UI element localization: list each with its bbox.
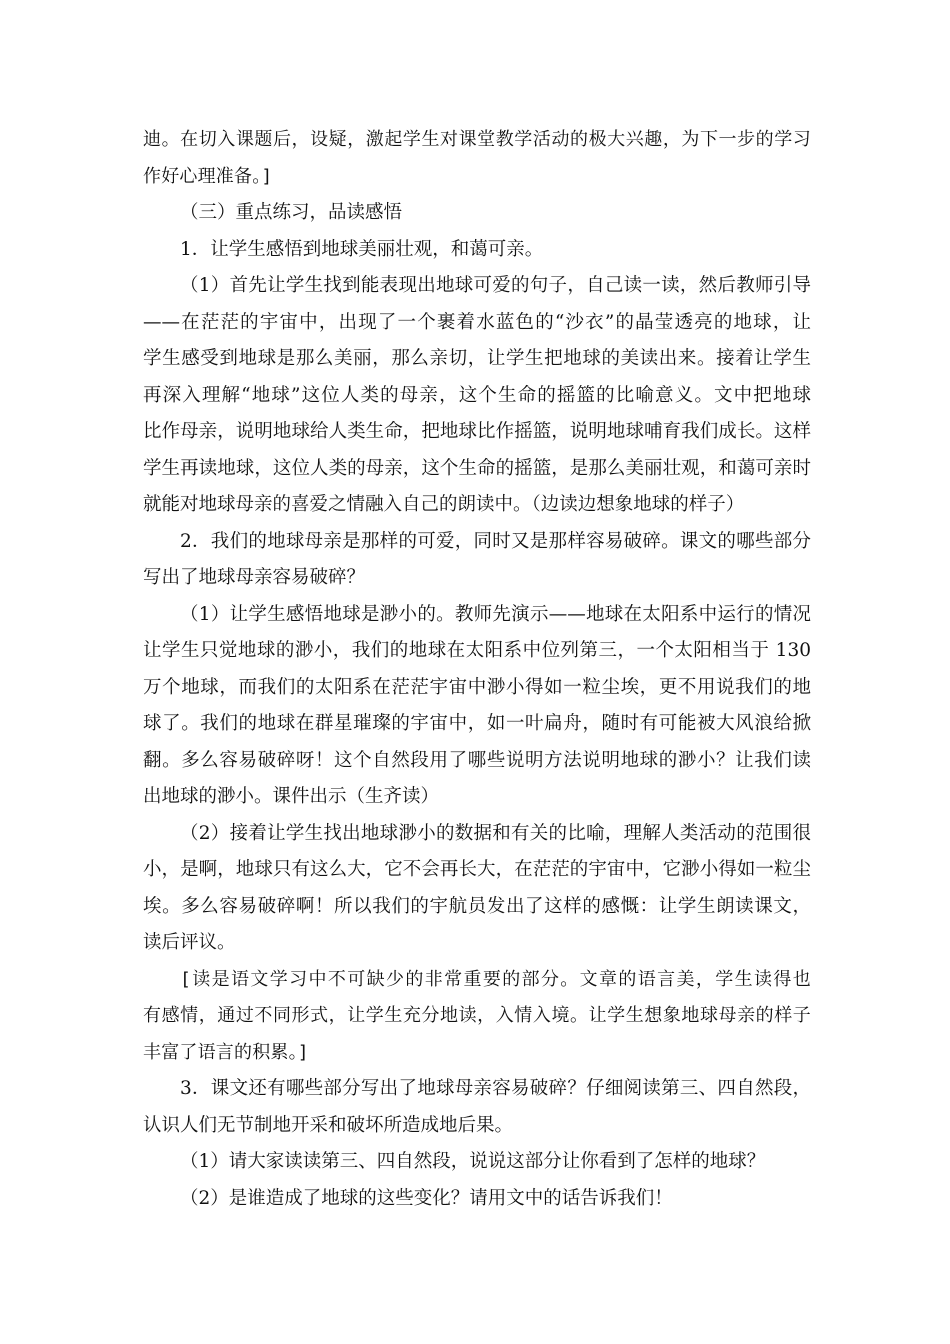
paragraph-line: （1）首先让学生找到能表现出地球可爱的句子，自己读一读，然后教师引导 — [180, 275, 811, 296]
commentary-line: 作好心理准备。] — [143, 165, 273, 187]
paragraph-line: 读后评议。 — [143, 932, 236, 953]
question-line: （1）请大家读读第三、四自然段，说说这部分让你看到了怎样的地球？ — [180, 1151, 766, 1172]
paragraph-line: 球了。我们的地球在群星璀璨的宇宙中，如一叶扁舟，随时有可能被大风浪给掀 — [143, 713, 811, 734]
paragraph-line: 学生感受到地球是那么美丽，那么亲切，让学生把地球的美读出来。接着让学生 — [143, 348, 811, 369]
paragraph-line: 写出了地球母亲容易破碎？ — [143, 567, 366, 588]
question-line: （2）是谁造成了地球的这些变化？请用文中的话告诉我们！ — [180, 1187, 673, 1209]
paragraph-line: ——在茫茫的宇宙中，出现了一个裹着水蓝色的“沙衣”的晶莹透亮的地球，让 — [143, 311, 811, 333]
paragraph-line: 翻。多么容易破碎呀！这个自然段用了哪些说明方法说明地球的渺小？让我们读 — [143, 749, 811, 771]
commentary-line: [读是语文学习中不可缺少的非常重要的部分。文章的语言美，学生读得也 — [180, 968, 811, 990]
paragraph-line: 再深入理解“地球”这位人类的母亲，这个生命的摇篮的比喻意义。文中把地球 — [143, 384, 811, 406]
commentary-line: 丰富了语言的积累。] — [143, 1041, 309, 1063]
document-body — [143, 122, 811, 1217]
paragraph-line: 认识人们无节制地开采和破坏所造成地后果。 — [143, 1114, 514, 1136]
paragraph-line: 小，是啊，地球只有这么大，它不会再长大，在茫茫的宇宙中，它渺小得如一粒尘 — [143, 859, 811, 880]
paragraph-line: （2）接着让学生找出地球渺小的数据和有关的比喻，理解人类活动的范围很 — [180, 822, 811, 844]
paragraph-line: 埃。多么容易破碎啊！所以我们的宇航员发出了这样的感慨：让学生朗读课文， — [143, 895, 811, 917]
numbered-item-heading: 1．让学生感悟到地球美丽壮观，和蔼可亲。 — [180, 238, 544, 260]
commentary-line: 迪。在切入课题后，设疑，激起学生对课堂教学活动的极大兴趣，为下一步的学习 — [143, 129, 811, 150]
section-heading: （三）重点练习，品读感悟 — [180, 202, 403, 223]
paragraph-line: 比作母亲，说明地球给人类生命，把地球比作摇篮，说明地球哺育我们成长。这样 — [143, 421, 811, 442]
paragraph-line: 就能对地球母亲的喜爱之情融入自己的朗读中。（边读边想象地球的样子） — [143, 494, 745, 515]
numbered-item-heading: 3．课文还有哪些部分写出了地球母亲容易破碎？仔细阅读第三、四自然段， — [180, 1078, 811, 1099]
commentary-line: 有感情，通过不同形式，让学生充分地读，入情入境。让学生想象地球母亲的样子 — [143, 1005, 811, 1026]
paragraph-line: （1）让学生感悟地球是渺小的。教师先演示——地球在太阳系中运行的情况 — [180, 603, 811, 625]
numbered-item-heading: 2．我们的地球母亲是那样的可爱，同时又是那样容易破碎。课文的哪些部分 — [180, 530, 811, 552]
paragraph-line: 让学生只觉地球的渺小，我们的地球在太阳系中位列第三，一个太阳相当于 130 — [143, 640, 811, 661]
paragraph-line: 万个地球，而我们的太阳系在茫茫宇宙中渺小得如一粒尘埃，更不用说我们的地 — [143, 676, 811, 698]
paragraph-line: 出地球的渺小。课件出示（生齐读） — [143, 786, 440, 807]
paragraph-line: 学生再读地球，这位人类的母亲，这个生命的摇篮，是那么美丽壮观，和蔼可亲时 — [143, 457, 811, 479]
